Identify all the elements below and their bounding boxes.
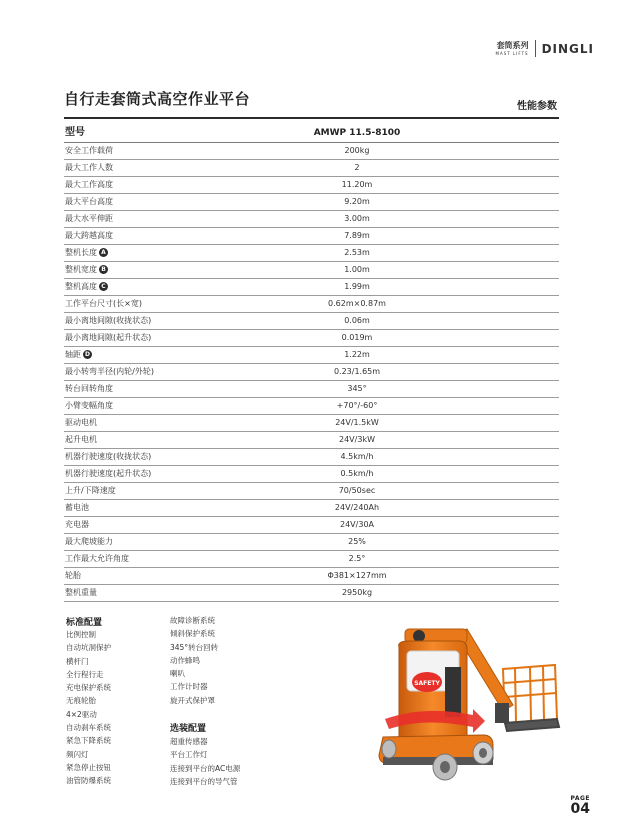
spec-label bbox=[64, 262, 245, 279]
standard-config-item: 比例控制 bbox=[66, 630, 96, 639]
page-label: PAGE bbox=[570, 795, 590, 802]
spec-label-text: 安全工作载荷 bbox=[65, 146, 113, 155]
spec-value: 1.00m bbox=[245, 262, 559, 279]
spec-row bbox=[64, 262, 559, 279]
spec-label bbox=[64, 398, 245, 415]
spec-table bbox=[64, 124, 559, 602]
spec-label-text: 最大水平伸距 bbox=[65, 214, 113, 223]
spec-label-text: 最小转弯半径(内轮/外轮) bbox=[65, 367, 154, 376]
spec-row bbox=[64, 211, 559, 228]
spec-label-text: 工作平台尺寸(长×宽) bbox=[65, 299, 142, 308]
spec-value: 2.53m bbox=[245, 245, 559, 262]
spec-label-text: 轮胎 bbox=[65, 571, 81, 580]
spec-label-text: 转台回转角度 bbox=[65, 384, 113, 393]
spec-label-text: 整机长度 bbox=[65, 248, 97, 257]
standard-config-item: 工作计时器 bbox=[170, 682, 208, 692]
spec-value: +70°/-60° bbox=[245, 398, 559, 415]
spec-row bbox=[64, 449, 559, 466]
spec-label-text: 最大跨越高度 bbox=[65, 231, 113, 240]
spec-label bbox=[64, 228, 245, 245]
spec-label bbox=[64, 160, 245, 177]
spec-header-label: 型号 bbox=[64, 124, 245, 143]
spec-label bbox=[64, 483, 245, 500]
spec-label bbox=[64, 194, 245, 211]
page-title: 自行走套筒式高空作业平台 bbox=[64, 90, 251, 108]
spec-value: 2 bbox=[245, 160, 559, 177]
spec-label bbox=[64, 551, 245, 568]
wheel-left bbox=[382, 740, 396, 758]
spec-value: 200kg bbox=[245, 143, 559, 160]
spec-value: 9.20m bbox=[245, 194, 559, 211]
standard-config-item: 全行程行走 bbox=[66, 669, 104, 679]
spec-label bbox=[64, 279, 245, 296]
spec-label bbox=[64, 143, 245, 160]
safety-badge-text: SAFETY bbox=[414, 680, 440, 687]
standard-config-item: 无痕轮胎 bbox=[66, 696, 96, 706]
spec-label-text: 最大平台高度 bbox=[65, 197, 113, 206]
spec-row bbox=[64, 517, 559, 534]
spec-row bbox=[64, 398, 559, 415]
page-number bbox=[570, 795, 590, 816]
spec-row bbox=[64, 466, 559, 483]
spec-label bbox=[64, 534, 245, 551]
spec-value: 24V/30A bbox=[245, 517, 559, 534]
spec-label-text: 最大爬坡能力 bbox=[65, 537, 113, 546]
spec-value: Φ381×127mm bbox=[245, 568, 559, 585]
spec-label bbox=[64, 330, 245, 347]
spec-label-text: 充电器 bbox=[65, 520, 89, 529]
spec-label bbox=[64, 432, 245, 449]
spec-row bbox=[64, 330, 559, 347]
brand-logo: DINGLI bbox=[541, 41, 594, 56]
spec-row bbox=[64, 551, 559, 568]
spec-row bbox=[64, 568, 559, 585]
dimension-mark-icon: B bbox=[99, 265, 108, 274]
optional-config-item: 连接到平台的导气管 bbox=[170, 776, 238, 786]
spec-row bbox=[64, 483, 559, 500]
spec-label-text: 最小离地间隙(收拢状态) bbox=[65, 316, 152, 325]
spec-label bbox=[64, 568, 245, 585]
standard-config-item: 喇叭 bbox=[170, 669, 185, 679]
standard-config-item: 横杆门 bbox=[66, 656, 89, 666]
spec-value: 24V/240Ah bbox=[245, 500, 559, 517]
dimension-mark-icon: D bbox=[83, 350, 92, 359]
spec-row bbox=[64, 585, 559, 602]
standard-config-item: 345°转台回转 bbox=[170, 642, 219, 652]
standard-config-item: 油管防爆系统 bbox=[66, 776, 111, 786]
spec-label bbox=[64, 466, 245, 483]
spec-label bbox=[64, 296, 245, 313]
series-label bbox=[496, 41, 529, 56]
spec-row bbox=[64, 143, 559, 160]
optional-config-list bbox=[170, 735, 240, 788]
spec-label-text: 整机高度 bbox=[65, 282, 97, 291]
optional-config-item: 超重传感器 bbox=[170, 737, 208, 746]
spec-row bbox=[64, 279, 559, 296]
spec-label bbox=[64, 211, 245, 228]
spec-value: 4.5km/h bbox=[245, 449, 559, 466]
standard-config-list-1 bbox=[66, 628, 111, 788]
spec-label-text: 整机重量 bbox=[65, 588, 97, 597]
spec-row bbox=[64, 160, 559, 177]
spec-row bbox=[64, 432, 559, 449]
spec-table-header bbox=[64, 124, 559, 143]
spec-label-text: 驱动电机 bbox=[65, 418, 97, 427]
spec-value: 25% bbox=[245, 534, 559, 551]
spec-value: 70/50sec bbox=[245, 483, 559, 500]
section-label: 性能参数 bbox=[517, 101, 557, 112]
standard-config-item: 自动坑洞保护 bbox=[66, 643, 111, 653]
spec-value: 1.22m bbox=[245, 347, 559, 364]
spec-label-text: 蓄电池 bbox=[65, 503, 89, 512]
optional-config-item: 连接到平台的AC电源 bbox=[170, 763, 241, 773]
standard-config-item: 动作蜂鸣 bbox=[170, 655, 200, 665]
spec-label bbox=[64, 245, 245, 262]
spec-value: 0.23/1.65m bbox=[245, 364, 559, 381]
wheel-rear bbox=[433, 754, 457, 780]
standard-config-list-2 bbox=[170, 614, 218, 707]
spec-label bbox=[64, 177, 245, 194]
spec-row bbox=[64, 534, 559, 551]
spec-value: 2.5° bbox=[245, 551, 559, 568]
page-number-value: 04 bbox=[570, 801, 590, 817]
spec-label bbox=[64, 313, 245, 330]
standard-config-title: 标准配置 bbox=[66, 618, 103, 628]
spec-label-text: 整机宽度 bbox=[65, 265, 97, 274]
standard-config-item: 频闪灯 bbox=[66, 749, 89, 759]
title-rule bbox=[64, 117, 559, 119]
standard-config-item: 充电保护系统 bbox=[66, 683, 111, 693]
standard-config-item: 紧急下降系统 bbox=[66, 736, 111, 746]
standard-config-item: 4×2驱动 bbox=[66, 709, 97, 719]
mast-lift-photo bbox=[375, 607, 575, 787]
optional-config-item: 平台工作灯 bbox=[170, 750, 208, 760]
optional-config-title: 选装配置 bbox=[170, 724, 207, 734]
spec-value: 11.20m bbox=[245, 177, 559, 194]
spec-header-value: AMWP 11.5-8100 bbox=[245, 124, 559, 143]
spec-row bbox=[64, 194, 559, 211]
dimension-mark-icon: A bbox=[99, 248, 108, 257]
spec-row bbox=[64, 245, 559, 262]
spec-row bbox=[64, 177, 559, 194]
spec-label bbox=[64, 500, 245, 517]
spec-value: 0.5km/h bbox=[245, 466, 559, 483]
standard-config-item: 故障诊断系统 bbox=[170, 616, 215, 625]
spec-label bbox=[64, 449, 245, 466]
spec-label bbox=[64, 347, 245, 364]
spec-label bbox=[64, 517, 245, 534]
spec-label-text: 工作最大允许角度 bbox=[65, 554, 129, 563]
spec-label-text: 小臂变幅角度 bbox=[65, 401, 113, 410]
spec-row bbox=[64, 381, 559, 398]
mast-pivot bbox=[413, 630, 425, 642]
spec-label bbox=[64, 415, 245, 432]
spec-value: 1.99m bbox=[245, 279, 559, 296]
spec-row bbox=[64, 500, 559, 517]
spec-label-text: 机器行驶速度(收拢状态) bbox=[65, 452, 152, 461]
spec-label bbox=[64, 381, 245, 398]
spec-row bbox=[64, 364, 559, 381]
spec-value: 7.89m bbox=[245, 228, 559, 245]
spec-value: 0.06m bbox=[245, 313, 559, 330]
dimension-mark-icon: C bbox=[99, 282, 108, 291]
spec-label-text: 轴距 bbox=[65, 350, 81, 359]
spec-value: 0.62m×0.87m bbox=[245, 296, 559, 313]
spec-label bbox=[64, 364, 245, 381]
spec-label-text: 最大工作人数 bbox=[65, 163, 113, 172]
series-name-cn: 套筒系列 bbox=[496, 41, 529, 50]
spec-row bbox=[64, 313, 559, 330]
brand-header bbox=[496, 40, 595, 57]
spec-row bbox=[64, 415, 559, 432]
control-panel bbox=[445, 667, 461, 717]
brand-divider bbox=[535, 40, 536, 57]
standard-config-item: 旋开式保护罩 bbox=[170, 695, 215, 705]
series-name-en: MAST LIFTS bbox=[495, 51, 529, 56]
standard-config-item: 紧急停止按钮 bbox=[66, 762, 111, 772]
spec-label-text: 机器行驶速度(起升状态) bbox=[65, 469, 152, 478]
spec-label-text: 上升/下降速度 bbox=[65, 486, 116, 495]
spec-value: 3.00m bbox=[245, 211, 559, 228]
spec-value: 24V/3kW bbox=[245, 432, 559, 449]
spec-value: 2950kg bbox=[245, 585, 559, 602]
spec-value: 345° bbox=[245, 381, 559, 398]
spec-value: 24V/1.5kW bbox=[245, 415, 559, 432]
spec-value: 0.019m bbox=[245, 330, 559, 347]
wheel-front bbox=[473, 742, 493, 764]
spec-row bbox=[64, 228, 559, 245]
spec-row bbox=[64, 347, 559, 364]
spec-label bbox=[64, 585, 245, 602]
platform-basket bbox=[503, 665, 559, 731]
spec-label-text: 最大工作高度 bbox=[65, 180, 113, 189]
spec-label-text: 起升电机 bbox=[65, 435, 97, 444]
spec-label-text: 最小离地间隙(起升状态) bbox=[65, 333, 152, 342]
spec-row bbox=[64, 296, 559, 313]
standard-config-item: 自动刹车系统 bbox=[66, 723, 111, 733]
standard-config-item: 倾斜保护系统 bbox=[170, 629, 215, 639]
